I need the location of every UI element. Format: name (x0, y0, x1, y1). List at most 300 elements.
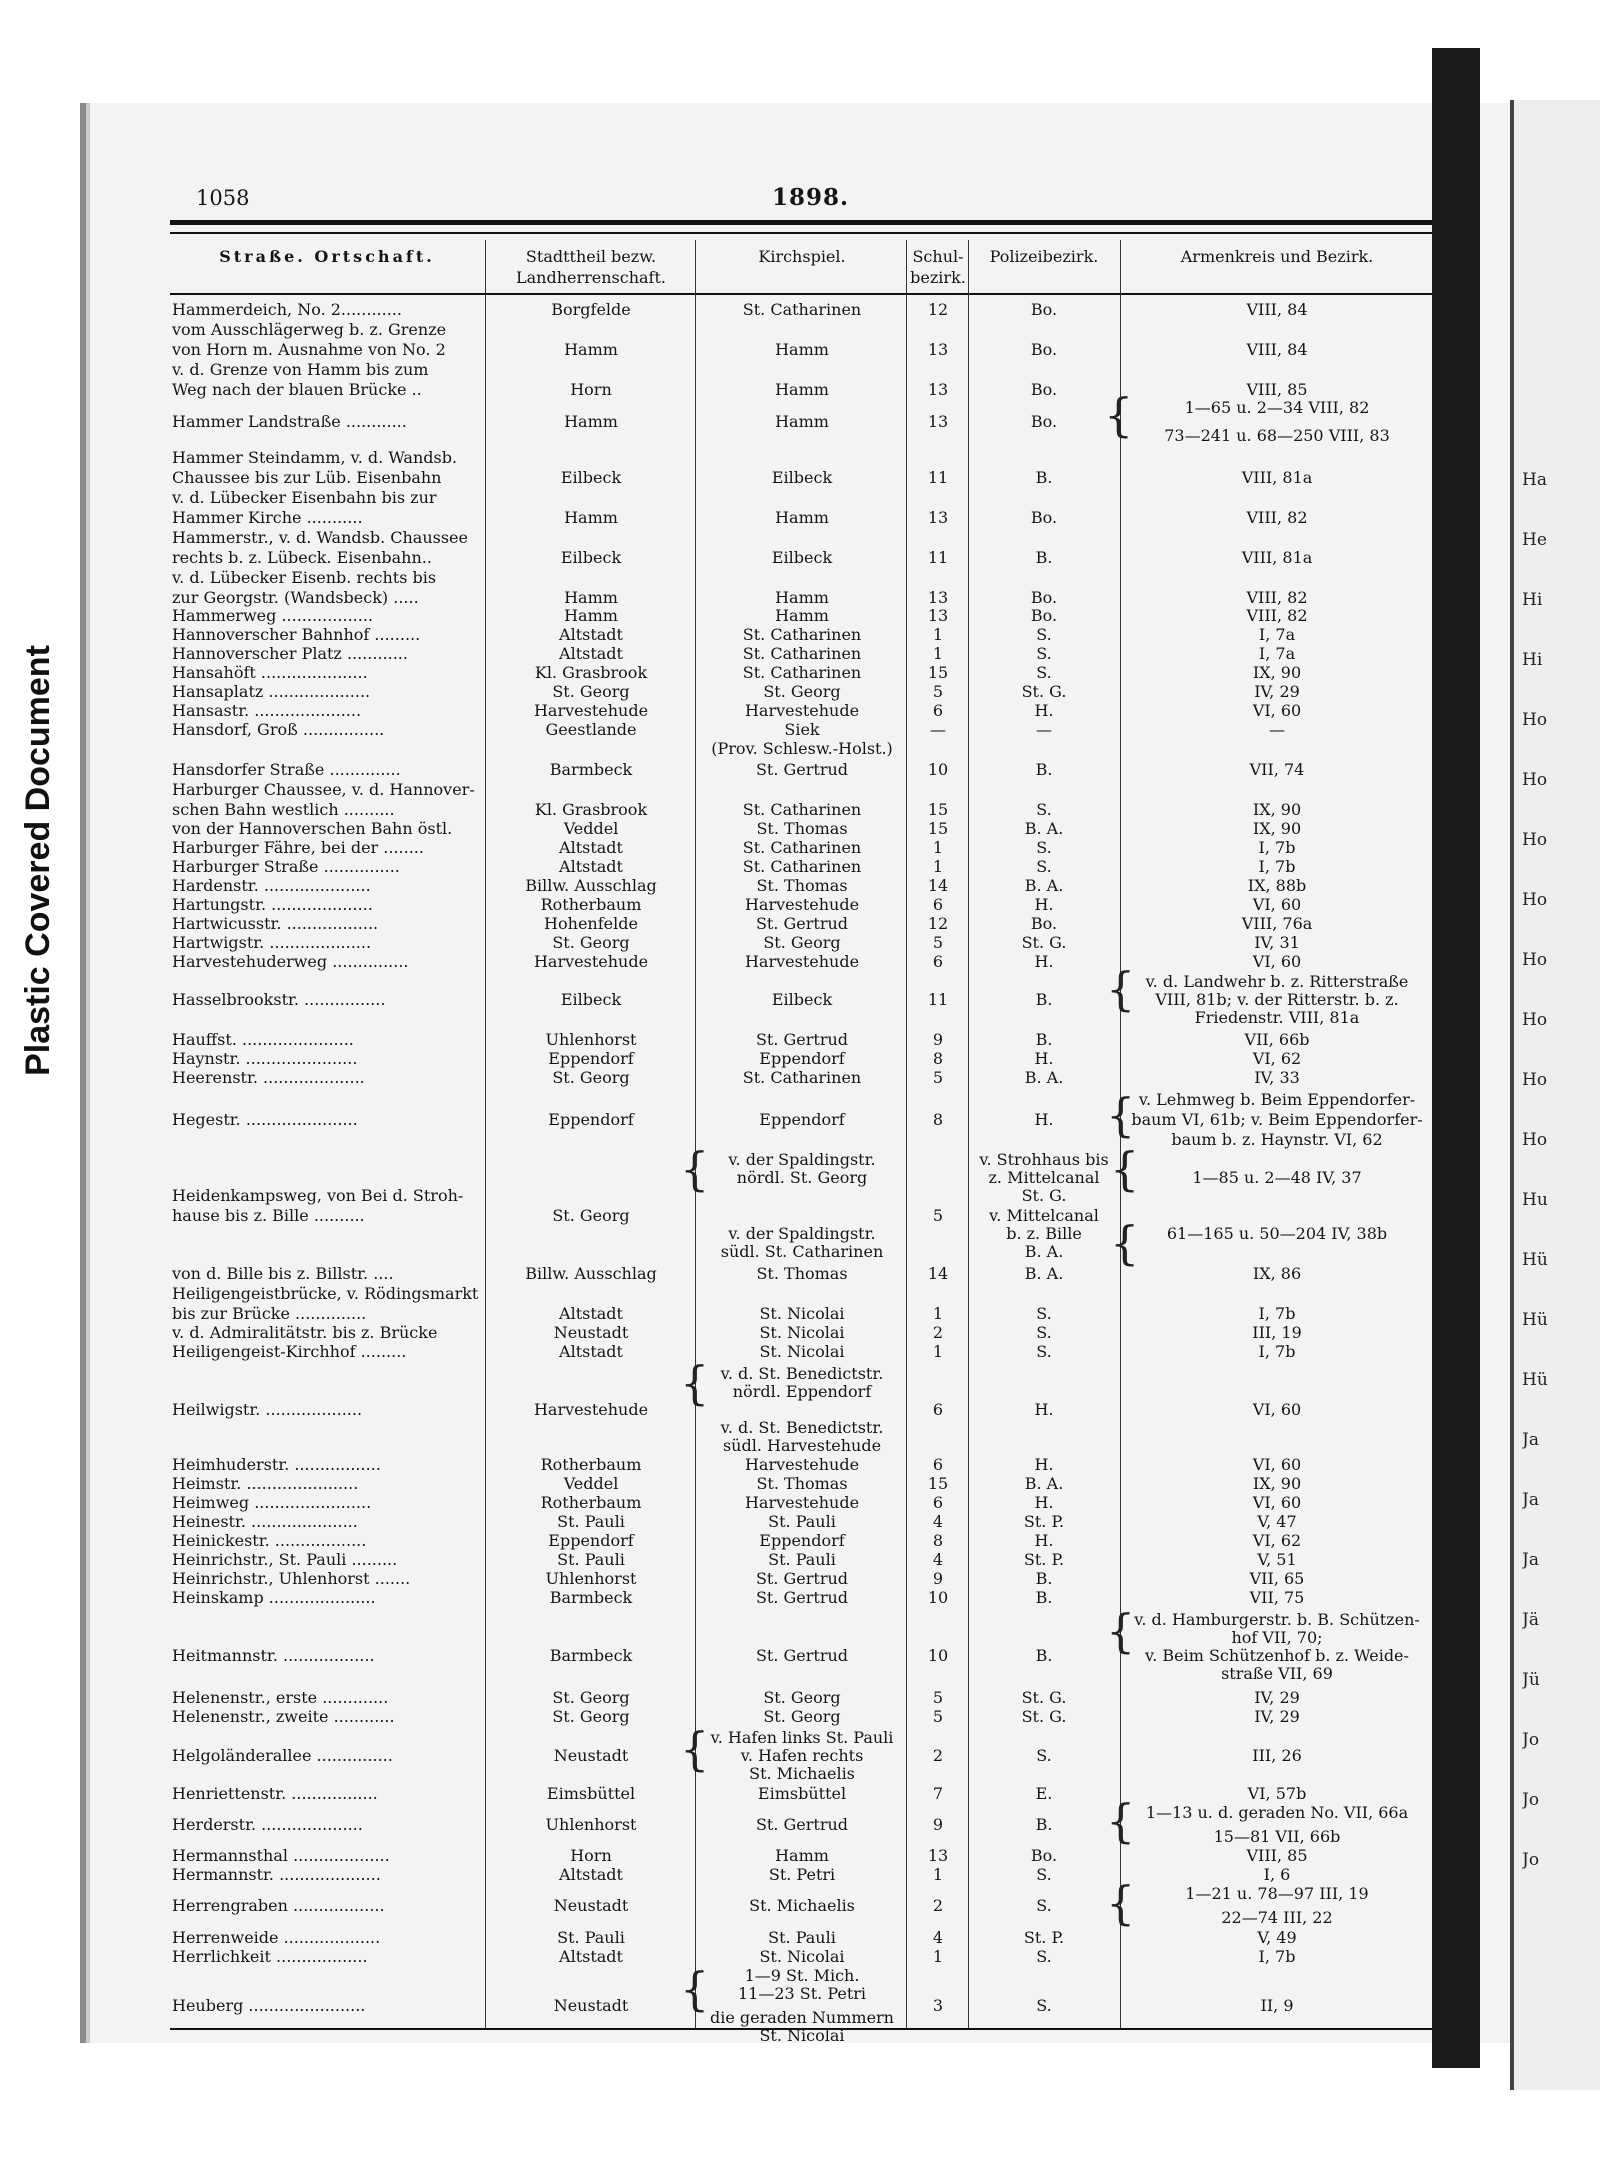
table-row (0, 1049, 1600, 1068)
cell-street: Hermannsthal ................... (172, 1846, 390, 1865)
cell-district: St. Georg (552, 1707, 630, 1726)
cell-street: Hauffst. ...................... (172, 1030, 354, 1049)
table-row (0, 780, 1600, 799)
table-row (0, 548, 1600, 567)
cell-school: 5 (932, 1707, 944, 1726)
table-row (0, 720, 1600, 739)
cell-parish: v. d. St. Benedictstr. (720, 1418, 884, 1437)
table-row (0, 2026, 1600, 2045)
cell-police: St. G. (1021, 1688, 1067, 1707)
header-district: Stadttheil bezw. Landherrenschaft. (515, 247, 666, 287)
table-row (0, 1746, 1600, 1765)
cell-district: Hohenfelde (544, 914, 638, 933)
cell-street: Hammerweg .................. (172, 606, 373, 625)
cell-poor: VIII, 81b; v. der Ritterstr. b. z. (1155, 990, 1399, 1009)
cell-street: zur Georgstr. (Wandsbeck) ..... (172, 588, 419, 607)
cell-street: Heimweg ....................... (172, 1493, 372, 1512)
cell-parish: St. Nicolai (759, 1342, 845, 1361)
cell-parish: 11—23 St. Petri (737, 1984, 867, 2003)
cell-poor: VIII, 85 (1246, 380, 1308, 399)
cell-parish: St. Thomas (756, 876, 848, 895)
cell-police: B. A. (1024, 1264, 1064, 1283)
cell-police: S. (1036, 1304, 1052, 1323)
cell-school: 1 (932, 1947, 944, 1966)
cell-poor: VII, 75 (1249, 1588, 1305, 1607)
cell-street: Heinickestr. .................. (172, 1531, 367, 1550)
cell-district: Horn (570, 1846, 612, 1865)
adjacent-page-stub: Ja (1522, 1490, 1539, 1510)
table-row (0, 800, 1600, 819)
cell-district: Eilbeck (560, 468, 622, 487)
cell-parish: St. Catharinen (742, 625, 862, 644)
cell-parish: Siek (784, 720, 820, 739)
cell-parish: Eppendorf (759, 1531, 845, 1550)
cell-school: 8 (932, 1110, 944, 1129)
cell-street: Heinskamp ..................... (172, 1588, 376, 1607)
table-row (0, 360, 1600, 379)
cell-police: St. G. (1021, 1707, 1067, 1726)
brace: { (680, 1722, 710, 1776)
cell-district: Altstadt (559, 644, 623, 663)
header-poor: Armenkreis und Bezirk. (1180, 247, 1374, 266)
cell-police: B. A. (1024, 1068, 1064, 1087)
cell-parish: St. Thomas (756, 1264, 848, 1283)
cell-school: 13 (927, 606, 949, 625)
cell-district: Neustadt (553, 1746, 629, 1765)
cell-school: 3 (932, 1996, 944, 2015)
cell-parish: Eppendorf (759, 1110, 845, 1129)
cell-street: Heinrichstr., Uhlenhorst ....... (172, 1569, 411, 1588)
table-row (0, 1110, 1600, 1129)
cell-school: 2 (932, 1323, 944, 1342)
cell-district: Neustadt (553, 1896, 629, 1915)
cell-street: Hansaplatz .................... (172, 682, 371, 701)
cell-poor: IX, 90 (1252, 819, 1302, 838)
table-row (0, 2008, 1600, 2027)
cell-district: Rotherbaum (540, 1493, 642, 1512)
cell-parish: Eilbeck (771, 548, 833, 567)
cell-school: 5 (932, 1688, 944, 1707)
cell-street: Hannoverscher Platz ............ (172, 644, 408, 663)
cell-parish: Hamm (775, 412, 829, 431)
cell-school: 9 (932, 1030, 944, 1049)
cell-street: Hansdorfer Straße .............. (172, 760, 401, 779)
cell-street: v. d. Admiralitätstr. bis z. Brücke (172, 1323, 438, 1342)
table-row (0, 1150, 1600, 1169)
table-row (0, 1628, 1600, 1647)
cell-school: 11 (927, 990, 949, 1009)
cell-poor: I, 7b (1258, 1947, 1296, 1966)
cell-street: Hansdorf, Groß ................ (172, 720, 385, 739)
cell-district: Neustadt (553, 1996, 629, 2015)
cell-street: Hartwicusstr. .................. (172, 914, 379, 933)
cell-street: v. d. Lübecker Eisenb. rechts bis (172, 568, 437, 587)
cell-police: B. A. (1024, 1474, 1064, 1493)
brace: { (1110, 1142, 1140, 1196)
cell-police: B. (1035, 1030, 1053, 1049)
cell-police: Bo. (1030, 412, 1058, 431)
cell-street: Helenenstr., erste ............. (172, 1688, 389, 1707)
cell-parish: St. Nicolai (759, 1304, 845, 1323)
table-row (0, 1418, 1600, 1437)
column-header-rule (170, 293, 1432, 295)
cell-district: Horn (570, 380, 612, 399)
cell-police: v. Strohhaus bis (979, 1150, 1109, 1169)
adjacent-page-stub: Ho (1522, 1130, 1548, 1150)
cell-police: St. P. (1023, 1550, 1065, 1569)
cell-poor: baum b. z. Haynstr. VI, 62 (1171, 1130, 1383, 1149)
cell-school: 15 (927, 819, 949, 838)
cell-police: H. (1034, 1531, 1054, 1550)
header-school: Schul-bezirk. (910, 247, 966, 287)
cell-police: S. (1036, 1865, 1052, 1884)
cell-poor: VI, 60 (1252, 895, 1302, 914)
cell-police: S. (1036, 1947, 1052, 1966)
cell-police: H. (1034, 1455, 1054, 1474)
cell-parish: St. Thomas (756, 819, 848, 838)
cell-parish: St. Gertrud (755, 1030, 849, 1049)
cell-parish: Harvestehude (744, 895, 860, 914)
adjacent-page-stub: Hi (1522, 590, 1543, 610)
cell-school: 13 (927, 588, 949, 607)
table-row (0, 760, 1600, 779)
cell-parish: St. Pauli (768, 1928, 836, 1947)
cell-poor: straße VII, 69 (1221, 1664, 1333, 1683)
table-row (0, 606, 1600, 625)
cell-police: E. (1035, 1784, 1053, 1803)
cell-police: b. z. Bille (1006, 1224, 1082, 1243)
cell-district: Billw. Ausschlag (525, 1264, 657, 1283)
cell-district: St. Georg (552, 682, 630, 701)
cell-school: 8 (932, 1531, 944, 1550)
table-row (0, 508, 1600, 527)
cell-street: Hammer Landstraße ............ (172, 412, 407, 431)
table-row (0, 1008, 1600, 1027)
cell-school: 9 (932, 1815, 944, 1834)
cell-police: Bo. (1030, 1846, 1058, 1865)
cell-police: S. (1036, 1746, 1052, 1765)
cell-police: Bo. (1030, 380, 1058, 399)
cell-police: Bo. (1030, 914, 1058, 933)
adjacent-page-stub: Ho (1522, 890, 1548, 910)
cell-police: H. (1034, 1049, 1054, 1068)
adjacent-page-stub: Ho (1522, 830, 1548, 850)
cell-parish: Hamm (775, 380, 829, 399)
cell-school: 1 (932, 644, 944, 663)
table-row (0, 1707, 1600, 1726)
cell-district: Altstadt (559, 625, 623, 644)
cell-district: Billw. Ausschlag (525, 876, 657, 895)
adjacent-page-stub: Jo (1522, 1850, 1540, 1870)
cell-parish: St. Gertrud (755, 1569, 849, 1588)
cell-street: Heitmannstr. .................. (172, 1646, 375, 1665)
cell-school: 1 (932, 857, 944, 876)
cell-school: 5 (932, 682, 944, 701)
cell-street: Harburger Fähre, bei der ........ (172, 838, 424, 857)
cell-street: Hammerdeich, No. 2............ (172, 300, 402, 319)
cell-school: — (930, 720, 946, 739)
table-row (0, 1030, 1600, 1049)
cell-school: 10 (927, 1646, 949, 1665)
cell-school: 1 (932, 838, 944, 857)
cell-poor: Friedenstr. VIII, 81a (1194, 1008, 1360, 1027)
cell-poor: III, 19 (1252, 1323, 1302, 1342)
cell-poor: 1—21 u. 78—97 III, 19 (1185, 1884, 1369, 1903)
cell-poor: — (1269, 720, 1285, 739)
table-row (0, 1827, 1600, 1846)
cell-street: v. d. Lübecker Eisenbahn bis zur (172, 488, 437, 507)
cell-parish: St. Nicolai (759, 1947, 845, 1966)
side-label-text: Plastic Covered Document (18, 644, 57, 1076)
cell-street: Hasselbrookstr. ................ (172, 990, 386, 1009)
adjacent-page-stub: Jä (1522, 1610, 1539, 1630)
adjacent-page-stub: Hü (1522, 1310, 1548, 1330)
cell-school: 9 (932, 1569, 944, 1588)
cell-school: 4 (932, 1512, 944, 1531)
cell-street: Heuberg ....................... (172, 1996, 366, 2015)
cell-district: Hamm (564, 508, 618, 527)
cell-parish: St. Catharinen (742, 800, 862, 819)
brace: { (680, 1962, 710, 2016)
cell-school: 14 (927, 1264, 949, 1283)
table-row (0, 528, 1600, 547)
cell-police: — (1036, 720, 1052, 739)
cell-poor: IV, 31 (1254, 933, 1300, 952)
cell-poor: II, 9 (1260, 1996, 1294, 2015)
cell-parish: St. Pauli (768, 1550, 836, 1569)
cell-street: Hammer Kirche ........... (172, 508, 363, 527)
cell-district: Uhlenhorst (545, 1815, 637, 1834)
cell-street: Herrengraben .................. (172, 1896, 385, 1915)
table-row (0, 1846, 1600, 1865)
cell-district: St. Pauli (557, 1512, 625, 1531)
cell-street: Heidenkampsweg, von Bei d. Stroh- (172, 1186, 464, 1205)
cell-poor: VI, 60 (1252, 1400, 1302, 1419)
cell-poor: IX, 88b (1247, 876, 1307, 895)
cell-district: Altstadt (559, 1304, 623, 1323)
adjacent-page-stub: Ho (1522, 710, 1548, 730)
table-row (0, 819, 1600, 838)
table-row (0, 1512, 1600, 1531)
table-row (0, 1531, 1600, 1550)
cell-poor: VII, 66b (1244, 1030, 1310, 1049)
table-row (0, 682, 1600, 701)
cell-school: 11 (927, 548, 949, 567)
cell-street: hause bis z. Bille .......... (172, 1206, 365, 1225)
cell-parish: die geraden Nummern (710, 2008, 894, 2027)
cell-school: 7 (932, 1784, 944, 1803)
header-rule-thin (170, 232, 1432, 234)
cell-district: St. Georg (552, 933, 630, 952)
header-police: Polizeibezirk. (989, 247, 1099, 266)
table-row (0, 644, 1600, 663)
cell-poor: 1—85 u. 2—48 IV, 37 (1192, 1168, 1362, 1187)
cell-police: St. G. (1021, 933, 1067, 952)
cell-police: H. (1034, 701, 1054, 720)
cell-police: B. (1035, 1646, 1053, 1665)
header-rule-thick (170, 220, 1432, 225)
adjacent-page-stub: Hi (1522, 650, 1543, 670)
cell-poor: VIII, 76a (1241, 914, 1313, 933)
header-street: Straße. Ortschaft. (219, 247, 435, 266)
cell-police: H. (1034, 1493, 1054, 1512)
cell-school: 13 (927, 412, 949, 431)
table-row (0, 1068, 1600, 1087)
cell-street: Harburger Chaussee, v. d. Hannover- (172, 780, 475, 799)
cell-school: 1 (932, 1304, 944, 1323)
cell-police: B. (1035, 1569, 1053, 1588)
table-row (0, 933, 1600, 952)
cell-parish: St. Gertrud (755, 1815, 849, 1834)
table-row (0, 1550, 1600, 1569)
cell-police: S. (1036, 838, 1052, 857)
cell-district: Kl. Grasbrook (534, 800, 648, 819)
cell-school: 1 (932, 1865, 944, 1884)
table-row (0, 1610, 1600, 1629)
cell-police: z. Mittelcanal (988, 1168, 1100, 1187)
adjacent-page-stub: Ja (1522, 1550, 1539, 1570)
cell-poor: IV, 33 (1254, 1068, 1300, 1087)
cell-police: S. (1036, 1323, 1052, 1342)
cell-parish: Harvestehude (744, 952, 860, 971)
cell-school: 12 (927, 914, 949, 933)
adjacent-page-stub: Hü (1522, 1250, 1548, 1270)
cell-poor: VI, 60 (1252, 952, 1302, 971)
cell-police: H. (1034, 1110, 1054, 1129)
cell-parish: Hamm (775, 508, 829, 527)
adjacent-page-stub: Ho (1522, 770, 1548, 790)
cell-district: Eppendorf (548, 1531, 634, 1550)
cell-district: Altstadt (559, 857, 623, 876)
cell-parish: St. Michaelis (749, 1896, 855, 1915)
cell-district: Eimsbüttel (546, 1784, 636, 1803)
cell-parish: St. Georg (763, 682, 841, 701)
cell-school: 2 (932, 1746, 944, 1765)
cell-poor: VIII, 82 (1246, 588, 1308, 607)
cell-parish: Hamm (775, 588, 829, 607)
table-row (0, 1284, 1600, 1303)
cell-school: 5 (932, 1206, 944, 1225)
cell-district: Harvestehude (533, 1400, 649, 1419)
table-row (0, 895, 1600, 914)
cell-district: Harvestehude (533, 952, 649, 971)
adjacent-page-stub: Jo (1522, 1730, 1540, 1750)
adjacent-page-stub: Hü (1522, 1370, 1548, 1390)
table-row (0, 1908, 1600, 1927)
cell-district: Altstadt (559, 1342, 623, 1361)
cell-poor: 15—81 VII, 66b (1213, 1827, 1341, 1846)
brace: { (1106, 1088, 1136, 1142)
cell-police: B. (1035, 468, 1053, 487)
cell-parish: Hamm (775, 606, 829, 625)
cell-parish: St. Thomas (756, 1474, 848, 1493)
cell-district: Eppendorf (548, 1049, 634, 1068)
cell-parish: St. Catharinen (742, 1068, 862, 1087)
cell-street: von Horn m. Ausnahme von No. 2 (172, 340, 446, 359)
cell-parish: Eppendorf (759, 1049, 845, 1068)
cell-street: Harburger Straße ............... (172, 857, 400, 876)
table-row (0, 1242, 1600, 1261)
table-row (0, 426, 1600, 445)
cell-street: Heinestr. ..................... (172, 1512, 358, 1531)
table-row (0, 588, 1600, 607)
cell-parish: St. Gertrud (755, 1646, 849, 1665)
cell-poor: VI, 60 (1252, 701, 1302, 720)
table-row (0, 1264, 1600, 1283)
cell-school: 6 (932, 1455, 944, 1474)
cell-district: Uhlenhorst (545, 1030, 637, 1049)
cell-parish: Harvestehude (744, 1493, 860, 1512)
cell-street: Hammer Steindamm, v. d. Wandsb. (172, 448, 458, 467)
cell-poor: VIII, 81a (1241, 468, 1313, 487)
table-row (0, 1323, 1600, 1342)
cell-street: Herrlichkeit .................. (172, 1947, 368, 1966)
cell-parish: St. Catharinen (742, 857, 862, 876)
cell-district: Hamm (564, 606, 618, 625)
cell-school: 5 (932, 1068, 944, 1087)
table-row (0, 1436, 1600, 1455)
cell-district: Geestlande (545, 720, 637, 739)
cell-parish: St. Michaelis (749, 1764, 855, 1783)
cell-school: 13 (927, 1846, 949, 1865)
cell-poor: VII, 65 (1249, 1569, 1305, 1588)
cell-poor: VIII, 82 (1246, 606, 1308, 625)
cell-street: Herrenweide ................... (172, 1928, 381, 1947)
table-row (0, 1168, 1600, 1187)
cell-school: 15 (927, 1474, 949, 1493)
cell-street: Chaussee bis zur Lüb. Eisenbahn (172, 468, 442, 487)
cell-poor: IX, 86 (1252, 1264, 1302, 1283)
cell-district: St. Pauli (557, 1928, 625, 1947)
cell-parish: Eimsbüttel (757, 1784, 847, 1803)
cell-poor: v. d. Hamburgerstr. b. B. Schützen- (1134, 1610, 1420, 1629)
cell-school: 13 (927, 380, 949, 399)
cell-street: Hartungstr. .................... (172, 895, 373, 914)
cell-street: Helgoländerallee ............... (172, 1746, 393, 1765)
cell-police: S. (1036, 644, 1052, 663)
header-parish: Kirchspiel. (758, 247, 846, 266)
cell-poor: hof VII, 70; (1231, 1628, 1323, 1647)
cell-school: 1 (932, 1342, 944, 1361)
cell-parish: Hamm (775, 1846, 829, 1865)
table-row (0, 1224, 1600, 1243)
cell-police: St. P. (1023, 1512, 1065, 1531)
table-row (0, 952, 1600, 971)
cell-parish: St. Petri (768, 1865, 836, 1884)
cell-street: Hardenstr. ..................... (172, 876, 371, 895)
page-year: 1898. (772, 184, 850, 211)
cell-district: St. Pauli (557, 1550, 625, 1569)
cell-poor: 73—241 u. 68—250 VIII, 83 (1164, 426, 1390, 445)
cell-district: Barmbeck (549, 760, 633, 779)
cell-school: 4 (932, 1928, 944, 1947)
cell-parish: St. Georg (763, 933, 841, 952)
table-row (0, 568, 1600, 587)
table-row (0, 1966, 1600, 1985)
cell-parish: v. Hafen rechts (740, 1746, 864, 1765)
cell-district: St. Georg (552, 1068, 630, 1087)
table-row (0, 1865, 1600, 1884)
table-row (0, 1569, 1600, 1588)
cell-school: 10 (927, 760, 949, 779)
cell-parish: nördl. Eppendorf (732, 1382, 872, 1401)
table-row (0, 1764, 1600, 1783)
cell-poor: 22—74 III, 22 (1221, 1908, 1333, 1927)
cell-school: 13 (927, 508, 949, 527)
cell-district: Veddel (563, 1474, 619, 1493)
brace: { (1104, 388, 1134, 442)
cell-police: Bo. (1030, 300, 1058, 319)
